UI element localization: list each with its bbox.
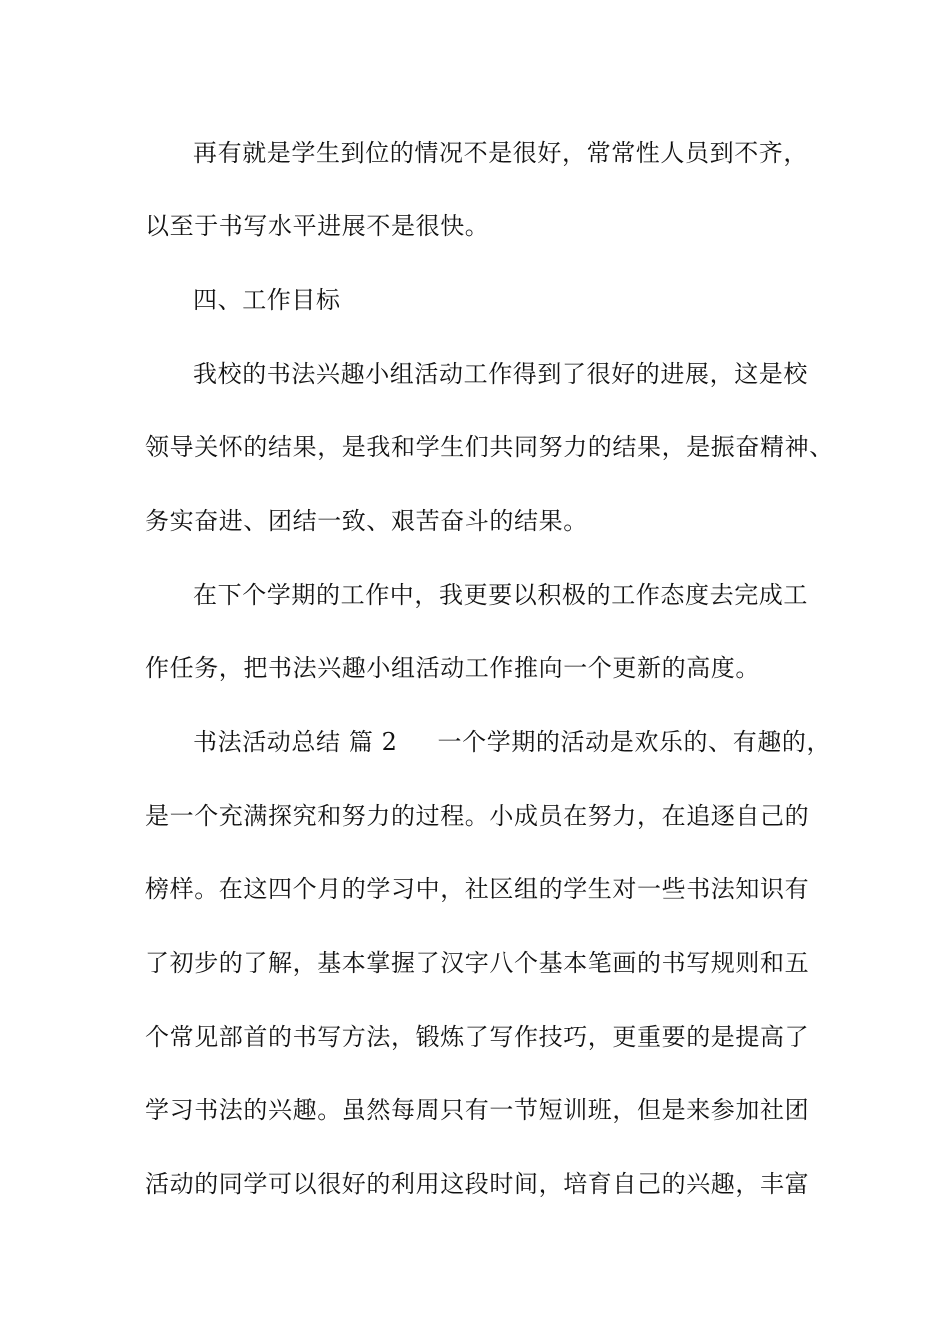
section-heading: 四、工作目标 [193, 286, 341, 314]
paragraph-line: 作任务，把书法兴趣小组活动工作推向一个更新的高度。 [145, 654, 760, 682]
paragraph-line: 再有就是学生到位的情况不是很好，常常性人员到不齐， [193, 139, 808, 167]
article-title: 书法活动总结 篇 2 [193, 728, 398, 756]
paragraph-line: 个常见部首的书写方法，锻炼了写作技巧，更重要的是提高了 [145, 1023, 810, 1051]
paragraph-line: 了初步的了解，基本掌握了汉字八个基本笔画的书写规则和五 [145, 949, 810, 977]
paragraph-line: 在下个学期的工作中，我更要以积极的工作态度去完成工 [193, 581, 808, 609]
paragraph-line: 是一个充满探究和努力的过程。小成员在努力，在追逐自己的 [145, 802, 810, 830]
paragraph-line: 我校的书法兴趣小组活动工作得到了很好的进展，这是校 [193, 360, 808, 388]
paragraph-text: 一个学期的活动是欢乐的、有趣的， [437, 728, 832, 756]
article-heading-line [193, 727, 831, 757]
paragraph-line: 学习书法的兴趣。虽然每周只有一节短训班，但是来参加社团 [145, 1096, 810, 1124]
paragraph-line: 领导关怀的结果，是我和学生们共同努力的结果，是振奋精神、 [145, 433, 834, 461]
paragraph-line: 以至于书写水平进展不是很快。 [145, 212, 490, 240]
paragraph-line: 榜样。在这四个月的学习中，社区组的学生对一些书法知识有 [145, 875, 810, 903]
paragraph-line: 务实奋进、团结一致、艰苦奋斗的结果。 [145, 507, 588, 535]
paragraph-line: 活动的同学可以很好的利用这段时间，培育自己的兴趣，丰富 [145, 1170, 810, 1198]
